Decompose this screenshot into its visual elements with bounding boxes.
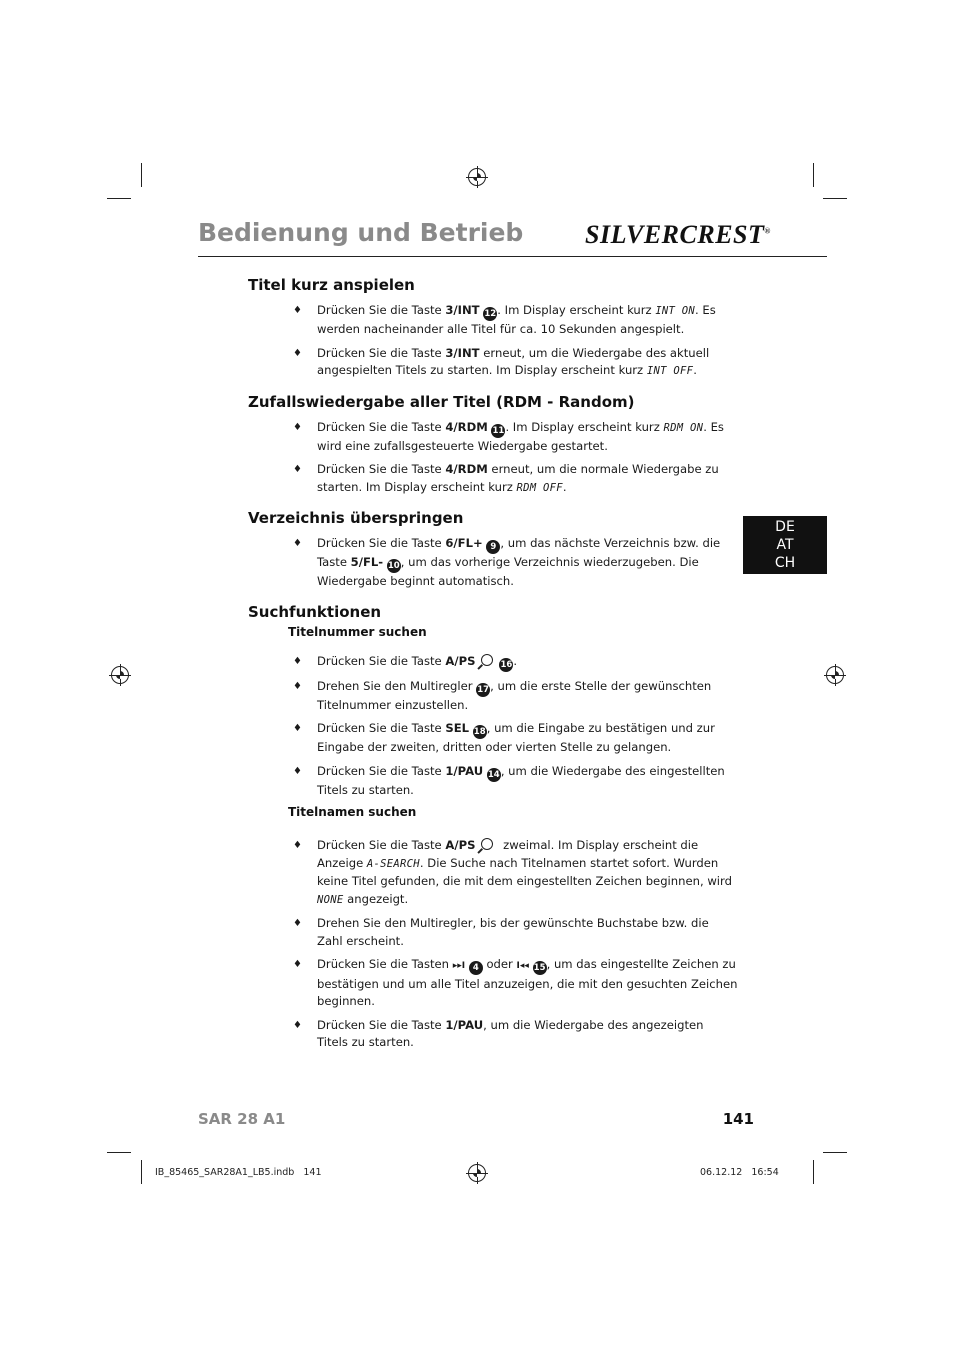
footer-model: SAR 28 A1 [198,1110,286,1128]
diamond-bullet-icon: ♦ [293,655,302,667]
registration-mark-icon [111,666,129,684]
list-item: ♦ Drücken Sie die Taste 3/INT 12. Im Display erscheint kurz INT ON. Es werden nacheinander alle Titel für ca. 10 Sekunden angespielt. [293,303,716,336]
list-item: ♦ Drücken Sie die Tasten ▸▸I 4 oder I◂◂ 15, um das eingestellte Zeichen zu bestätigen und um alle Titel anzuzeigen, die mit den gesuchten Zeichen beginnen. [293,957,738,1008]
diamond-bullet-icon: ♦ [293,1019,302,1031]
callout-number: 10 [387,561,400,571]
callout-number: 9 [486,540,500,554]
diamond-bullet-icon: ♦ [293,723,302,734]
crop-mark [823,198,847,199]
list-item: ♦ Drücken Sie die Taste 4/RDM 11. Im Display erscheint kurz RDM ON. Es wird eine zufallsgesteuerte Wiedergabe gestartet. [293,419,724,453]
section-zufallswiedergabe [248,393,738,498]
diamond-bullet-icon: ♦ [293,840,302,851]
display-text: NONE [317,893,344,906]
list-item: ♦ Drücken Sie die Taste 6/FL+ 9 , um das nächste Verzeichnis bzw. die Taste 5/FL- 10, um das vorherige Verzeichnis wiederzugeben. Die Wiedergabe beginnt automatisch. [293,536,721,588]
list-item: ♦ Drücken Sie die Taste 1/PAU, um die Wiedergabe des angezeigten Titels zu starten. [293,1017,704,1049]
registration-mark-icon [468,168,486,186]
list-item: ♦ Drücken Sie die Taste A/PS 16. [293,653,518,670]
display-text: INT OFF [646,365,694,377]
print-date: 06.12.12 16:54 [700,1167,779,1178]
callout-number: 18 [473,727,486,737]
diamond-bullet-icon: ♦ [293,464,302,475]
subsection-heading: Titelnummer suchen [288,624,427,639]
instruction-list [248,302,738,381]
display-text: INT ON [655,305,696,317]
page-number: 141 [722,1110,754,1128]
crop-mark [141,1160,142,1184]
registration-mark-icon [468,1164,486,1182]
list-item: ♦ Drücken Sie die Taste SEL 18, um die Eingabe zu bestätigen und zur Eingabe der zweiten, dritten oder vierten Stelle zu gelangen. [293,721,715,754]
crop-mark [823,1152,847,1153]
section-heading: Zufallswiedergabe aller Titel (RDM - Random) [248,392,635,411]
crop-mark [107,1152,131,1153]
diamond-bullet-icon: ♦ [293,305,302,316]
list-item: ♦ Drehen Sie den Multiregler, bis der gewünschte Buchstabe bzw. die Zahl erscheint. [293,916,709,948]
lang-at: AT [776,537,794,553]
display-text: RDM ON [663,421,704,434]
main-content [248,276,738,1064]
brand-name: SILVERCREST [585,220,765,249]
brand-logo [585,220,771,250]
section-titel-kurz-anspielen [248,276,738,381]
list-item: ♦ Drücken Sie die Taste 3/INT erneut, um die Wiedergabe des aktuell angespielten Titels zu starten. Im Display erscheint kurz INT OFF. [293,345,710,377]
callout-number: 11 [492,425,505,436]
page-title: Bedienung und Betrieb [198,218,524,247]
diamond-bullet-icon: ♦ [293,680,302,692]
skip-forward-icon: ▸▸I [452,961,466,971]
instruction-list [248,653,738,800]
callout-number: 12 [484,309,497,319]
list-item: ♦ Drücken Sie die Taste A/PS zweimal. Im Display erscheint die Anzeige A-SEARCH. Die Suche nach Titelnamen startet sofort. Wurden keine Titel gefunden, die mit dem eingestellten Zeichen beginnen, wird NONE angezeigt. [293,838,732,906]
print-file-info: IB_85465_SAR28A1_LB5.indb 141 [155,1167,322,1178]
subsection-heading: Titelnamen suchen [288,805,417,819]
registered-mark: ® [764,226,771,236]
diamond-bullet-icon: ♦ [293,538,302,549]
callout-number: 17 [477,684,490,695]
callout-number: 16 [500,659,513,670]
display-text: A-SEARCH [366,857,420,870]
diamond-bullet-icon: ♦ [293,765,302,777]
diamond-bullet-icon: ♦ [293,918,302,929]
list-item: ♦ Drücken Sie die Taste 1/PAU 14, um die Wiedergabe des eingestellten Titels zu starten. [293,763,725,797]
callout-number: 14 [487,769,500,780]
header-divider [198,256,827,257]
section-verzeichnis-ueberspringen [248,509,738,591]
instruction-list [248,535,738,591]
language-tab [743,516,827,574]
display-text: RDM OFF [516,481,563,494]
callout-number: 15 [533,963,546,973]
magnifier-icon [481,838,493,850]
magnifier-icon [481,654,493,666]
section-heading: Verzeichnis überspringen [248,509,464,527]
crop-mark [107,198,131,199]
callout-number: 4 [469,961,483,975]
registration-mark-icon [826,666,844,684]
diamond-bullet-icon: ♦ [293,421,302,433]
instruction-list [248,837,738,1052]
lang-ch: CH [774,555,796,571]
section-heading: Titel kurz anspielen [248,276,415,294]
diamond-bullet-icon: ♦ [293,347,302,359]
crop-mark [813,163,814,187]
list-item: ♦ Drücken Sie die Taste 4/RDM erneut, um die normale Wiedergabe zu starten. Im Display erscheint kurz RDM OFF. [293,462,719,494]
skip-back-icon: I◂◂ [516,961,529,971]
section-heading: Suchfunktionen [248,602,382,621]
diamond-bullet-icon: ♦ [293,959,302,970]
crop-mark [813,1160,814,1184]
instruction-list [248,419,738,498]
list-item: ♦ Drehen Sie den Multiregler 17, um die erste Stelle der gewünschten Titelnummer einzustellen. [293,678,712,712]
section-suchfunktionen [248,603,738,1052]
crop-mark [141,163,142,187]
lang-de: DE [775,519,795,535]
